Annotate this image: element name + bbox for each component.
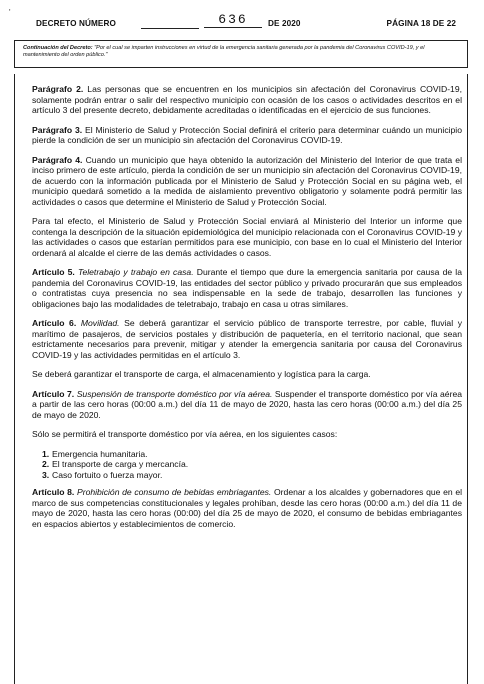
- article: [32, 267, 462, 309]
- article-label: Artículo 6.: [32, 318, 77, 328]
- paragraph-text: Sólo se permitirá el transporte doméstico por vía aérea, en los siguientes casos:: [32, 429, 338, 439]
- decree-label: DECRETO NÚMERO: [36, 19, 116, 28]
- article: [32, 487, 462, 529]
- article-title: Teletrabajo y trabajo en casa.: [78, 267, 194, 277]
- continuation-box: [14, 40, 468, 68]
- paragraph-text: Para tal efecto, el Ministerio de Salud y Protección Social enviará al Ministerio del Interior un informe que contenga la descripción de la situación epidemiológica del municipio relacionada con el Coronavirus COVID-19 y las actividades o casos que estarían permitidos para ese municipio, con base en lo cual el Ministerio del Interior ordenará al alcalde el cierre de las demás actividades o casos.: [32, 216, 462, 258]
- list-item: [42, 470, 462, 481]
- continuation-label: Continuación del Decreto:: [23, 45, 93, 51]
- decree-year: DE 2020: [268, 19, 301, 28]
- paragraph-label: Parágrafo 2.: [32, 84, 84, 94]
- paragraph-label: Parágrafo 4.: [32, 154, 83, 165]
- article-text: Ordenar a los alcaldes y gobernadores que en el marco de sus competencias constitucionales y legales prohíban, desde las cero horas (00:00 a.m.) del día 11 de mayo de 2020, hasta las cero horas (00:00) del día 25 de mayo de 2020, el consumo de bebidas embriagantes en espacios abiertos y establecimientos de comercio.: [32, 487, 463, 529]
- decree-number: 636: [204, 12, 262, 28]
- paragraph-text: Cuando un municipio que haya obtenido la autorización del Ministerio del Interior de que trata el inciso primero de este artículo, pierda la condición de ser un municipio sin afectación del Coronavirus COVID-19, de acuerdo con la información publicada por el Ministerio de Salud y Protección Social en su página web, el municipio quedará sometido a la medida de aislamiento preventivo obligatorio y solamente podrá permitir las actividades o casos que determine el Ministerio de Salud y Protección Social.: [32, 154, 462, 207]
- article: [32, 389, 462, 421]
- continuation-text: "Por el cual se imparten instrucciones en virtud de la emergencia sanitaria generada por la pandemia del Coronavirus COVID-19, y el mantenimiento del orden público.": [23, 45, 425, 58]
- list-number: 2.: [42, 459, 50, 469]
- article-title: Suspensión de transporte doméstico por vía aérea.: [76, 388, 273, 399]
- article-label: Artículo 8.: [32, 487, 75, 497]
- list-text: Emergencia humanitaria.: [52, 448, 148, 459]
- corner-mark: ': [9, 8, 11, 17]
- article-text: Durante el tiempo que dure la emergencia sanitaria por causa de la pandemia del Coronavirus COVID-19, las entidades del sector público y privado procurarán que sus empleados o contratistas cuya presencia no sea indispensable en la sede de trabajo, desarrollen las funciones y obligaciones bajo las modalidades de teletrabajo, trabajo en casa u otras similares.: [32, 267, 462, 309]
- article-label: Artículo 7.: [32, 388, 75, 399]
- paragraph-text: Las personas que se encuentren en los municipios sin afectación del Coronavirus COVID-19, solamente podrán entrar o salir del respectivo municipio con ocasión de los casos o actividades descritos en el artículo 3 del presente decreto, debidamente acreditadas o identificadas en el ejercicio de sus funciones.: [32, 84, 462, 115]
- list-item: [42, 449, 462, 460]
- decree-underline: [141, 28, 199, 29]
- paragraph-text: Se deberá garantizar el transporte de carga, el almacenamiento y logística para la carga.: [32, 369, 371, 379]
- article: [32, 318, 462, 360]
- page-number: PÁGINA 18 DE 22: [386, 19, 456, 28]
- list-number: 1.: [42, 448, 50, 459]
- paragraph: [32, 216, 462, 258]
- article-text: Suspender el transporte doméstico por vía aérea a partir de las cero horas (00:00 a.m.) del día 11 de mayo de 2020, hasta las cero horas (00:00 a.m.) del día 25 de mayo de 2020.: [32, 388, 463, 420]
- page-header: [36, 14, 456, 30]
- paragraph-text: El Ministerio de Salud y Protección Social definirá el criterio para determinar cuándo un municipio pierde la condición de ser un municipio sin afectación del Coronavirus COVID-19.: [32, 124, 462, 145]
- paragraph: [32, 84, 462, 116]
- article-title: Prohibición de consumo de bebidas embriagantes.: [76, 487, 272, 497]
- article-title: Movilidad.: [80, 318, 120, 328]
- list-text: El transporte de carga y mercancía.: [52, 459, 189, 469]
- paragraph: [32, 429, 462, 440]
- cases-list: [32, 449, 462, 481]
- paragraph: [32, 155, 462, 208]
- paragraph-label: Parágrafo 3.: [32, 124, 83, 135]
- list-text: Caso fortuito o fuerza mayor.: [52, 469, 163, 480]
- article-text: Se deberá garantizar el servicio público de transporte terrestre, por cable, fluvial y marítimo de pasajeros, de servicios postales y distribución de paquetería, en el territorio nacional, que sean estrictamente necesarios para prevenir, mitigar y atender la emergencia sanitaria por causa del Coronavirus COVID-19 y las actividades permitidas en el artículo 3.: [32, 318, 462, 360]
- list-item: [42, 459, 462, 470]
- paragraph: [32, 369, 462, 380]
- article-label: Artículo 5.: [32, 267, 75, 277]
- paragraph: [32, 125, 462, 146]
- document-body: [32, 84, 462, 538]
- list-number: 3.: [42, 469, 50, 480]
